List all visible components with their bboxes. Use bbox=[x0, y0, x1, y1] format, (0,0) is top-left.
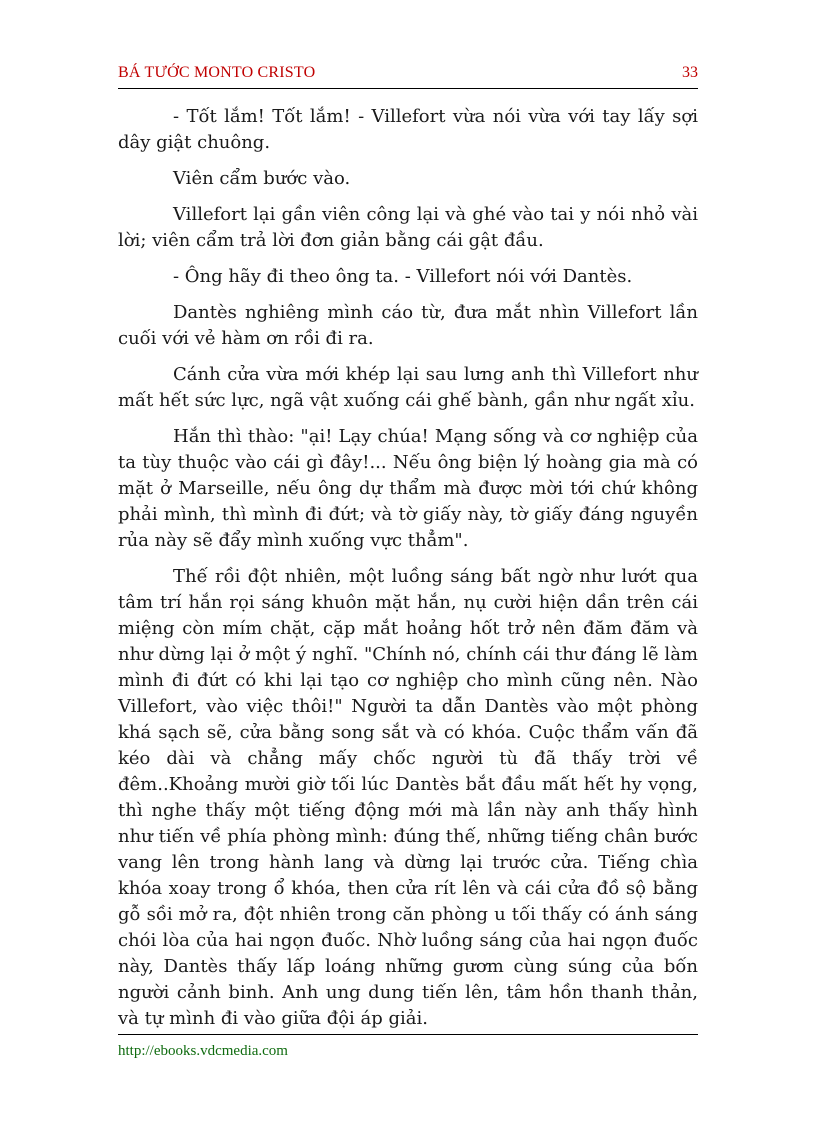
book-title: BÁ TƯỚC MONTO CRISTO bbox=[118, 64, 316, 81]
page-header bbox=[118, 60, 698, 89]
body-text bbox=[118, 104, 698, 1042]
footer-link[interactable]: http://ebooks.vdcmedia.com bbox=[118, 1043, 288, 1059]
paragraph: Villefort lại gần viên công lại và ghé vào tai y nói nhỏ vài lời; viên cẩm trả lời đơn giản bằng cái gật đầu. bbox=[118, 204, 698, 251]
paragraph: Cánh cửa vừa mới khép lại sau lưng anh thì Villefort như mất hết sức lực, ngã vật xuống cái ghế bành, gần như ngất xỉu. bbox=[118, 364, 698, 411]
paragraph: - Tốt lắm! Tốt lắm! - Villefort vừa nói vừa với tay lấy sợi dây giật chuông. bbox=[118, 106, 698, 153]
page-number: 33 bbox=[682, 64, 698, 81]
paragraph: - Ông hãy đi theo ông ta. - Villefort nói với Dantès. bbox=[173, 266, 633, 287]
paragraph: Hắn thì thào: "ại! Lạy chúa! Mạng sống và cơ nghiệp của ta tùy thuộc vào cái gì đây!... Nếu ông biện lý hoàng gia mà có mặt ở Marseille, nếu ông dự thẩm mà được mời tới chứ không phải mình, thì mình đi đứt; và tờ giấy này, tờ giấy đáng nguyền rủa này sẽ đẩy mình xuống vực thẳm". bbox=[118, 426, 698, 551]
page-footer bbox=[118, 1034, 698, 1060]
paragraph: Viên cẩm bước vào. bbox=[173, 168, 351, 189]
paragraph: Dantès nghiêng mình cáo từ, đưa mắt nhìn Villefort lần cuối với vẻ hàm ơn rồi đi ra. bbox=[118, 302, 698, 349]
paragraph: Thế rồi đột nhiên, một luồng sáng bất ngờ như lướt qua tâm trí hắn rọi sáng khuôn mặt hắn, nụ cười hiện dần trên cái miệng còn mím chặt, cặp mắt hoảng hốt trở nên đăm đăm và như dừng lại ở một ý nghĩ. "Chính nó, chính cái thư đáng lẽ làm mình đi đứt có khi lại tạo cơ nghiệp cho mình cũng nên. Nào Villefort, vào việc thôi!" Người ta dẫn Dantès vào một phòng khá sạch sẽ, cửa bằng song sắt và có khóa. Cuộc thẩm vấn đã kéo dài và chẳng mấy chốc người tù đã thấy trời về đêm..Khoảng mười giờ tối lúc Dantès bắt đầu mất hết hy vọng, thì nghe thấy một tiếng động mới mà lần này anh thấy hình như tiến về phía phòng mình: đúng thế, những tiếng chân bước vang lên trong hành lang và dừng lại trước cửa. Tiếng chìa khóa xoay trong ổ khóa, then cửa rít lên và cái cửa đồ sộ bằng gỗ sồi mở ra, đột nhiên trong căn phòng u tối thấy có ánh sáng chói lòa của hai ngọn đuốc. Nhờ luồng sáng của hai ngọn đuốc này, Dantès thấy lấp loáng những gươm cùng súng của bốn người cảnh binh. Anh ung dung tiến lên, tâm hồn thanh thản, và tự mình đi vào giữa đội áp giải. bbox=[118, 566, 698, 1029]
